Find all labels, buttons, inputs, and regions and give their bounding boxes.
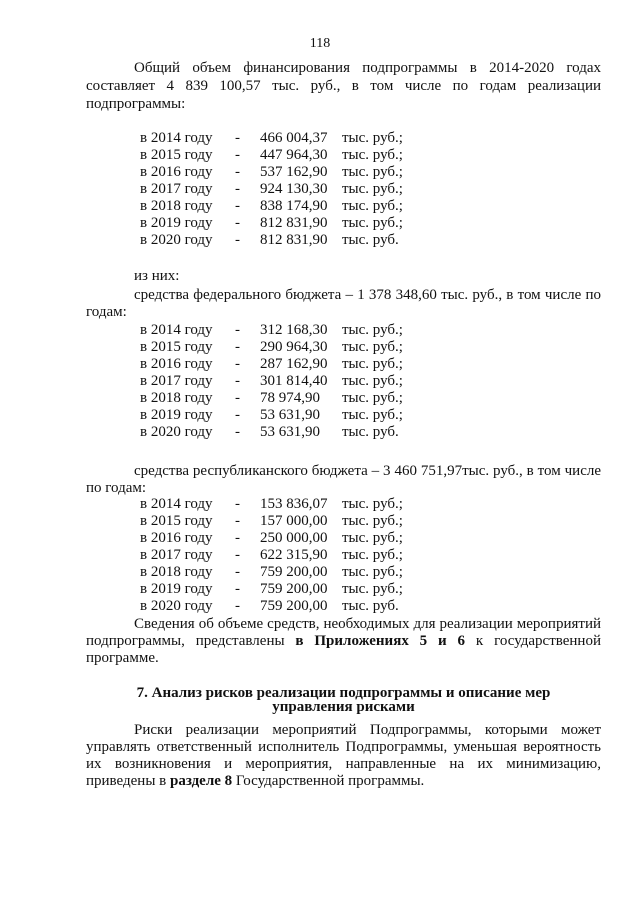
dash-separator: - (235, 547, 240, 563)
amount-value: 53 631,90 (260, 424, 320, 440)
amount-value: 759 200,00 (260, 564, 328, 580)
republican-rows-row (140, 547, 440, 564)
dash-separator: - (235, 530, 240, 546)
unit-label: тыс. руб.; (342, 164, 403, 180)
risks-paragraph (86, 722, 601, 790)
dash-separator: - (235, 164, 240, 180)
federal-rows-row (140, 373, 440, 390)
year-label: в 2014 году (140, 322, 213, 338)
amount-value: 537 162,90 (260, 164, 328, 180)
amount-value: 78 974,90 (260, 390, 320, 406)
dash-separator: - (235, 181, 240, 197)
federal-rows-row (140, 407, 440, 424)
risks-text-before: Риски реализации мероприятий Подпрограммы, которыми может управлять ответственный исполнитель Подпрограммы, уменьшая вероятность их возникновения и мероприятия, направленные на их минимизацию, приведены в (86, 722, 601, 789)
dash-separator: - (235, 513, 240, 529)
republican-by-year-list (140, 496, 440, 615)
year-label: в 2019 году (140, 581, 213, 597)
dash-separator: - (235, 339, 240, 355)
year-label: в 2015 году (140, 147, 213, 163)
year-label: в 2015 году (140, 339, 213, 355)
total-by-year-row (140, 181, 440, 198)
federal-by-year-list (140, 322, 440, 441)
year-label: в 2014 году (140, 130, 213, 146)
republican-line-2: по годам: (86, 480, 147, 496)
unit-label: тыс. руб.; (342, 322, 403, 338)
republican-rows-row (140, 496, 440, 513)
year-label: в 2017 году (140, 181, 213, 197)
federal-rows-row (140, 424, 440, 441)
unit-label: тыс. руб.; (342, 373, 403, 389)
dash-separator: - (235, 356, 240, 372)
year-label: в 2017 году (140, 373, 213, 389)
federal-rows-row (140, 322, 440, 339)
amount-value: 287 162,90 (260, 356, 328, 372)
amount-value: 759 200,00 (260, 598, 328, 614)
unit-label: тыс. руб.; (342, 407, 403, 423)
dash-separator: - (235, 496, 240, 512)
amount-value: 812 831,90 (260, 215, 328, 231)
intro-line-3: подпрограммы: (86, 96, 186, 112)
amount-value: 157 000,00 (260, 513, 328, 529)
republican-rows-row (140, 598, 440, 615)
unit-label: тыс. руб.; (342, 564, 403, 580)
amount-value: 250 000,00 (260, 530, 328, 546)
year-label: в 2017 году (140, 547, 213, 563)
total-by-year-row (140, 164, 440, 181)
unit-label: тыс. руб.; (342, 547, 403, 563)
republican-line-1: средства республиканского бюджета – 3 460 751,97тыс. руб., в том числе (134, 463, 601, 479)
page-number: 118 (309, 36, 331, 51)
republican-rows-row (140, 564, 440, 581)
amount-value: 466 004,37 (260, 130, 328, 146)
federal-rows-row (140, 356, 440, 373)
year-label: в 2016 году (140, 164, 213, 180)
dash-separator: - (235, 390, 240, 406)
amount-value: 53 631,90 (260, 407, 320, 423)
year-label: в 2020 году (140, 424, 213, 440)
dash-separator: - (235, 407, 240, 423)
amount-value: 153 836,07 (260, 496, 328, 512)
year-label: в 2018 году (140, 564, 213, 580)
dash-separator: - (235, 130, 240, 146)
amount-value: 301 814,40 (260, 373, 328, 389)
republican-rows-row (140, 581, 440, 598)
federal-line-2: годам: (86, 304, 127, 320)
dash-separator: - (235, 147, 240, 163)
amount-value: 290 964,30 (260, 339, 328, 355)
unit-label: тыс. руб. (342, 598, 399, 614)
year-label: в 2018 году (140, 198, 213, 214)
amount-value: 312 168,30 (260, 322, 328, 338)
unit-label: тыс. руб.; (342, 530, 403, 546)
year-label: в 2016 году (140, 530, 213, 546)
year-label: в 2020 году (140, 598, 213, 614)
total-by-year-row (140, 215, 440, 232)
unit-label: тыс. руб.; (342, 356, 403, 372)
dash-separator: - (235, 322, 240, 338)
unit-label: тыс. руб.; (342, 339, 403, 355)
risks-section-reference: разделе 8 (170, 773, 233, 789)
unit-label: тыс. руб.; (342, 581, 403, 597)
unit-label: тыс. руб.; (342, 147, 403, 163)
dash-separator: - (235, 198, 240, 214)
unit-label: тыс. руб.; (342, 181, 403, 197)
section-7-title-line-2: управления рисками (272, 699, 415, 715)
year-label: в 2019 году (140, 407, 213, 423)
info-text-after: к государственной программе. (86, 633, 601, 666)
year-label: в 2018 году (140, 390, 213, 406)
unit-label: тыс. руб.; (342, 198, 403, 214)
dash-separator: - (235, 424, 240, 440)
unit-label: тыс. руб.; (342, 130, 403, 146)
federal-line-1: средства федерального бюджета – 1 378 348,60 тыс. руб., в том числе по (134, 287, 601, 303)
republican-rows-row (140, 513, 440, 530)
risks-text-after: Государственной программы. (232, 773, 425, 789)
dash-separator: - (235, 564, 240, 580)
unit-label: тыс. руб. (342, 232, 399, 248)
amount-value: 812 831,90 (260, 232, 328, 248)
dash-separator: - (235, 215, 240, 231)
of-them-label: из них: (134, 268, 180, 284)
intro-line-2: составляет 4 839 100,57 тыс. руб., в том числе по годам реализации (86, 78, 601, 94)
intro-line-1: Общий объем финансирования подпрограммы в 2014-2020 годах (134, 60, 601, 76)
info-text-before: Сведения об объеме средств, необходимых для реализации мероприятий подпрограммы, представлены (86, 616, 601, 649)
federal-rows-row (140, 390, 440, 407)
total-by-year-row (140, 232, 440, 249)
federal-rows-row (140, 339, 440, 356)
amount-value: 447 964,30 (260, 147, 328, 163)
section-7-heading (86, 686, 601, 714)
unit-label: тыс. руб.; (342, 496, 403, 512)
total-by-year-row (140, 147, 440, 164)
section-7-title-line-1: 7. Анализ рисков реализации подпрограммы и описание мер (136, 685, 551, 701)
amount-value: 622 315,90 (260, 547, 328, 563)
year-label: в 2015 году (140, 513, 213, 529)
resources-info-paragraph (86, 616, 601, 667)
total-by-year-row (140, 130, 440, 147)
year-label: в 2019 году (140, 215, 213, 231)
total-by-year-row (140, 198, 440, 215)
unit-label: тыс. руб. (342, 424, 399, 440)
unit-label: тыс. руб.; (342, 215, 403, 231)
republican-rows-row (140, 530, 440, 547)
unit-label: тыс. руб.; (342, 390, 403, 406)
amount-value: 838 174,90 (260, 198, 328, 214)
year-label: в 2016 году (140, 356, 213, 372)
total-by-year-list (140, 130, 440, 249)
info-appendix-reference: в Приложениях 5 и 6 (295, 633, 466, 649)
amount-value: 759 200,00 (260, 581, 328, 597)
dash-separator: - (235, 373, 240, 389)
year-label: в 2020 году (140, 232, 213, 248)
dash-separator: - (235, 232, 240, 248)
amount-value: 924 130,30 (260, 181, 328, 197)
unit-label: тыс. руб.; (342, 513, 403, 529)
dash-separator: - (235, 581, 240, 597)
year-label: в 2014 году (140, 496, 213, 512)
dash-separator: - (235, 598, 240, 614)
